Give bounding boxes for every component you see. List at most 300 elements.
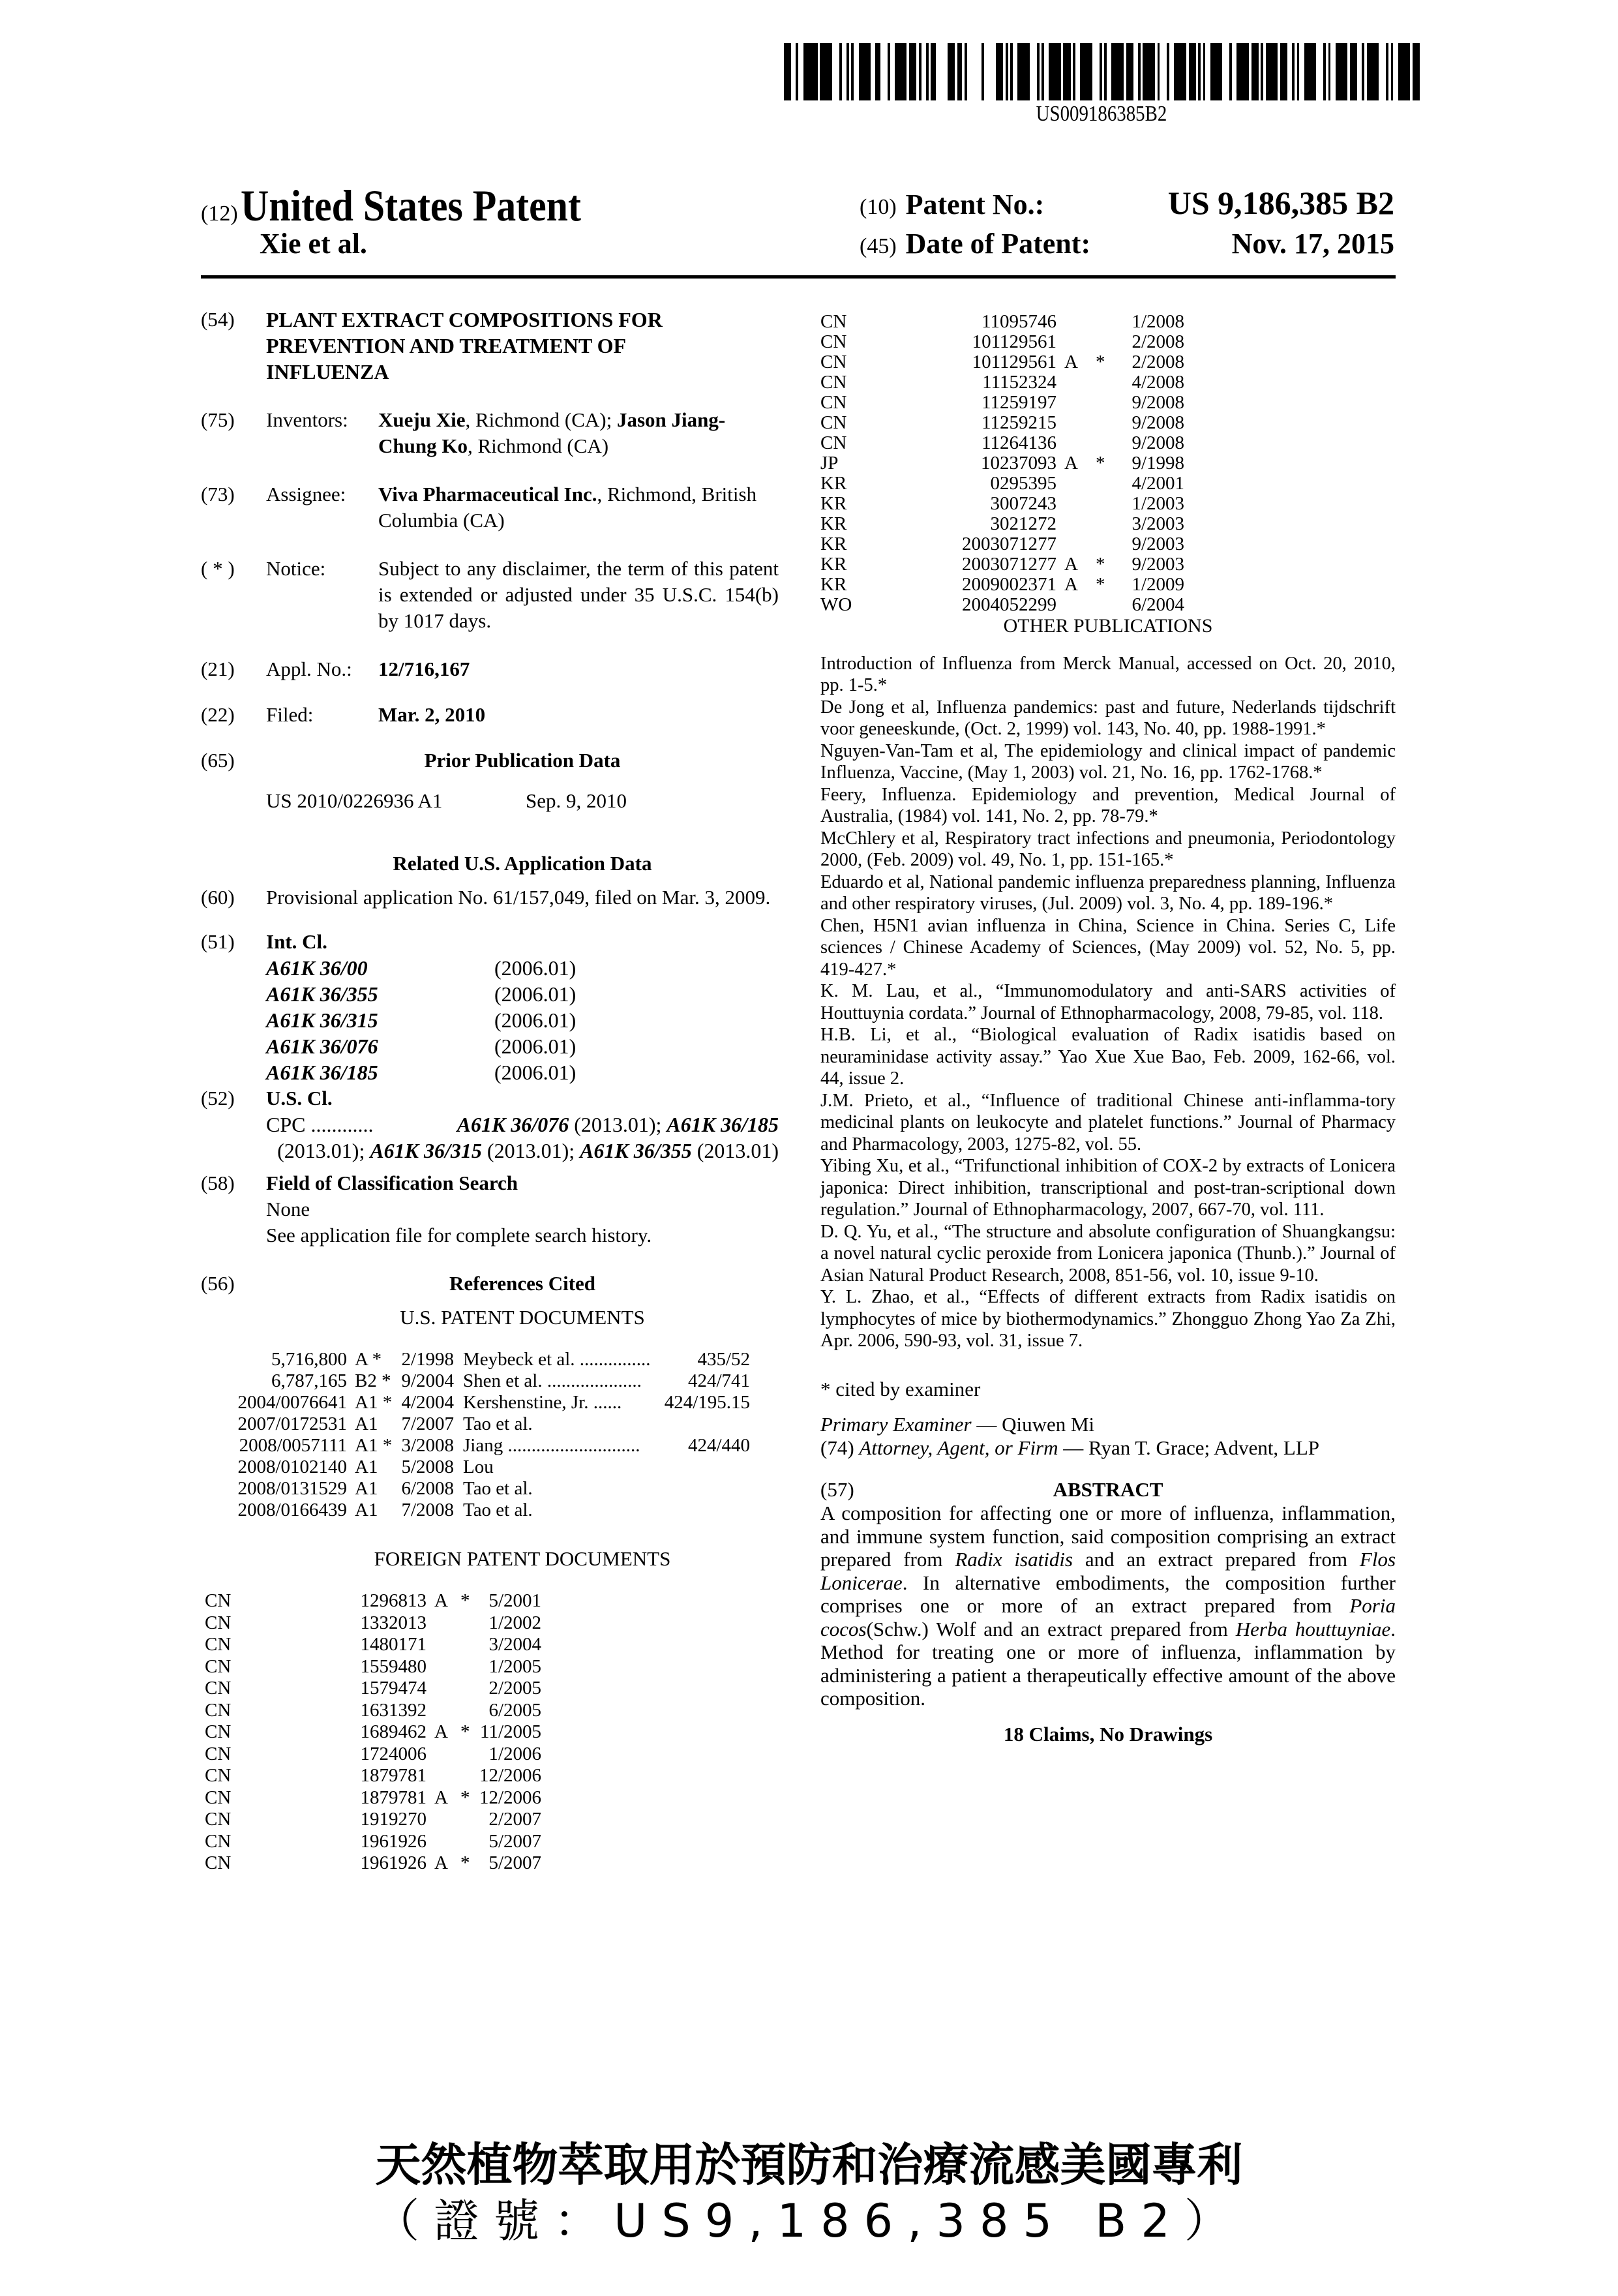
foreign-patent-kind	[1064, 534, 1096, 554]
abstract-part-2: and an extract prepared from	[1073, 1548, 1360, 1571]
foreign-patent-number: 10237093	[981, 453, 1056, 474]
abstract-species-2: Flos Lonicerae	[820, 1548, 1396, 1594]
attorney-code: (74)	[820, 1436, 860, 1459]
foreign-patent-row	[820, 453, 1184, 474]
foreign-patent-row	[820, 413, 1184, 433]
us-patent-number: 5,716,800	[271, 1349, 347, 1370]
us-patent-date: 5/2008	[401, 1457, 454, 1477]
foreign-patent-cited-marker	[460, 1678, 476, 1700]
barcode-space	[1232, 43, 1236, 100]
foreign-patent-date: 4/2001	[1131, 473, 1184, 494]
barcode-bar	[875, 43, 880, 100]
foreign-patent-number: 1919270	[360, 1809, 427, 1830]
patent-date-code: (45)	[860, 234, 897, 258]
foreign-patent-kind	[1064, 474, 1096, 494]
foreign-patent-row	[205, 1612, 541, 1635]
barcode-bar	[1111, 43, 1123, 100]
foreign-patent-cited-marker	[460, 1809, 476, 1831]
barcode-space	[1044, 43, 1049, 100]
us-patent-inventor: Tao et al.	[463, 1500, 533, 1520]
barcode-space	[1075, 43, 1080, 100]
us-patent-class: 424/440	[687, 1435, 750, 1456]
assignee-name: Viva Pharmaceutical Inc.	[378, 483, 597, 506]
barcode-space	[967, 43, 981, 100]
barcode-space	[1030, 43, 1037, 100]
barcode-space	[1316, 43, 1323, 100]
barcode-number: US009186385B2	[1036, 102, 1167, 126]
us-patent-class: 424/741	[687, 1370, 750, 1391]
foreign-patent-cited-marker: *	[1096, 554, 1105, 575]
field-search-note: See application file for complete search history.	[266, 1224, 652, 1246]
foreign-patent-cited-marker	[1096, 413, 1114, 433]
doc-type-header	[201, 180, 627, 232]
int-cl-version: (2006.01)	[494, 1035, 577, 1058]
int-cl-heading: Int. Cl.	[266, 930, 327, 953]
cpc-class-1: A61K 36/076	[457, 1113, 569, 1136]
patent-number-row	[860, 184, 1394, 222]
foreign-patent-number: 11259197	[981, 392, 1056, 413]
us-cl-code: (52)	[201, 1087, 235, 1110]
foreign-patent-country: CN	[820, 372, 847, 393]
int-cl-class: A61K 36/185	[266, 1061, 378, 1084]
foreign-patent-date: 11/2005	[480, 1721, 541, 1742]
right-column	[820, 312, 1396, 1745]
cpc-class-4: A61K 36/355	[580, 1139, 692, 1162]
foreign-patent-row	[820, 514, 1184, 534]
other-publication: De Jong et al, Influenza pandemics: past and future, Nederlands tijdschrift voor geneeskunde, (Oct. 2, 1999) vol. 143, No. 40, pp. 1988-1991.*	[820, 697, 1396, 739]
foreign-patent-number: 1631392	[360, 1699, 427, 1721]
foreign-patent-cited-marker	[460, 1744, 476, 1766]
foreign-patent-kind	[434, 1831, 460, 1853]
us-patent-class	[652, 1478, 750, 1500]
abstract-part-5: . Method for treating one or more of influenza, inflammation by administering a patient a therapeutically effective amount of the above composition.	[820, 1617, 1396, 1710]
foreign-patent-kind: A	[434, 1721, 448, 1742]
abstract-species-3: Poria cocos	[820, 1594, 1396, 1640]
inventors-field	[201, 407, 779, 459]
cpc-version-1: (2013.01);	[569, 1113, 667, 1136]
foreign-patent-number: 101129561	[972, 352, 1056, 372]
foreign-patent-cited-marker	[460, 1831, 476, 1853]
foreign-patent-date: 6/2005	[488, 1699, 541, 1721]
filed-date: Mar. 2, 2010	[378, 703, 486, 726]
foreign-patent-cited-marker	[460, 1765, 476, 1787]
us-patent-inventor: Jiang ............................	[463, 1435, 640, 1456]
us-cl-field	[201, 1085, 779, 1164]
us-patent-kind: A1	[355, 1500, 378, 1520]
foreign-patent-row	[205, 1590, 541, 1612]
other-publication: Y. L. Zhao, et al., “Effects of different extracts from Radix isatidis on lymphocytes of mice by biothermodynamics.” Zhongguo Zhong Yao Za Zhi, Apr. 2006, 590-93, vol. 31, issue 7.	[820, 1287, 1396, 1351]
foreign-patent-date: 9/2008	[1131, 392, 1184, 413]
foreign-patent-kind	[434, 1656, 460, 1678]
us-patent-inventor: Tao et al.	[463, 1478, 533, 1499]
int-cl-class: A61K 36/315	[266, 1008, 378, 1032]
barcode-bar	[895, 43, 906, 100]
us-patent-date: 7/2007	[401, 1413, 454, 1434]
foreign-patent-row	[820, 312, 1184, 332]
barcode-space	[1160, 43, 1167, 100]
barcode-space	[890, 43, 895, 100]
foreign-patent-country: CN	[205, 1721, 232, 1742]
foreign-patent-kind	[1064, 433, 1096, 453]
foreign-patent-country: CN	[205, 1852, 232, 1873]
foreign-patent-country: KR	[820, 473, 847, 494]
barcode-space	[1107, 43, 1111, 100]
foreign-patent-cited-marker	[1096, 312, 1114, 332]
barcode-bar	[1413, 43, 1420, 100]
foreign-patent-kind	[434, 1678, 460, 1700]
foreign-patent-cited-marker	[460, 1612, 476, 1635]
us-patent-kind: A1 *	[355, 1435, 393, 1456]
foreign-patent-date: 5/2007	[488, 1830, 541, 1852]
barcode-bar	[1174, 43, 1186, 100]
barcode-bar	[1143, 43, 1154, 100]
barcode-space	[1013, 43, 1017, 100]
barcode-space	[791, 43, 796, 100]
foreign-patent-country: CN	[205, 1590, 232, 1611]
foreign-patent-date: 12/2006	[479, 1787, 541, 1808]
chinese-caption-number: （證號：US9,186,385 B2）	[374, 2194, 1244, 2248]
inventors-code: (75)	[201, 408, 235, 431]
barcode-bar	[859, 43, 871, 100]
foreign-patent-country: CN	[820, 432, 847, 453]
foreign-patent-country: CN	[205, 1655, 232, 1677]
cpc-label	[266, 1111, 373, 1138]
filed-label: Filed:	[266, 703, 314, 726]
foreign-patent-number: 2003071277	[962, 534, 1056, 554]
filed-code: (22)	[201, 703, 235, 726]
foreign-patent-kind	[1064, 372, 1096, 393]
other-publication: J.M. Prieto, et al., “Influence of traditional Chinese anti-inflamma-tory medicinal plants on leukocyte and platelet functions.” Journal of Pharmacy and Pharmacology, 2003, 1275-82, vol. 55.	[820, 1090, 1396, 1155]
abstract-part-1: A composition for affecting one or more of influenza, inflammation, and immune system function, said composition comprising an extract prepared from	[820, 1502, 1396, 1571]
other-publication: McChlery et al, Respiratory tract infections and pneumonia, Periodontology 2000, (Feb. 2009) vol. 49, No. 1, pp. 151-165.*	[820, 828, 1396, 870]
foreign-patent-date: 1/2009	[1131, 574, 1184, 595]
foreign-patent-country: CN	[205, 1787, 232, 1808]
cpc-class-3: A61K 36/315	[370, 1139, 482, 1162]
barcode-bar	[1080, 43, 1092, 100]
foreign-patent-kind: A	[434, 1590, 448, 1611]
barcode-bar	[1266, 43, 1278, 100]
foreign-patent-row	[205, 1721, 541, 1744]
abstract-code: (57)	[820, 1478, 854, 1501]
barcode-space	[1169, 43, 1174, 100]
int-cl-version: (2006.01)	[494, 1061, 577, 1084]
us-patents-table	[226, 1349, 750, 1521]
cpc-label-text: CPC	[266, 1113, 306, 1136]
foreign-patent-country: JP	[820, 453, 839, 474]
foreign-patent-date: 2/2008	[1131, 331, 1184, 352]
related-code: (60)	[201, 886, 235, 909]
foreign-patent-kind	[1064, 494, 1096, 514]
foreign-patent-date: 9/1998	[1131, 453, 1184, 474]
prior-pub-field	[201, 748, 779, 774]
abstract-species-4: Herba houttuyniae	[1235, 1617, 1391, 1640]
foreign-patent-kind	[434, 1765, 460, 1787]
prior-pub-date: Sep. 9, 2010	[526, 789, 627, 812]
barcode-bar	[931, 43, 935, 100]
us-cl-heading: U.S. Cl.	[266, 1087, 333, 1110]
foreign-patent-country: WO	[820, 594, 852, 615]
foreign-patent-date: 9/2008	[1131, 432, 1184, 453]
foreign-patent-cited-marker: *	[460, 1721, 470, 1742]
foreign-patent-number: 1879781	[360, 1765, 427, 1786]
foreign-patent-cited-marker	[1096, 393, 1114, 413]
foreign-patent-kind	[434, 1634, 460, 1656]
foreign-patent-number: 1559480	[360, 1655, 427, 1677]
barcode-space	[871, 43, 875, 100]
barcode-space	[832, 43, 839, 100]
foreign-patent-date: 3/2003	[1131, 513, 1184, 534]
us-patent-inventor: Lou	[463, 1457, 494, 1477]
attorney-label: Attorney, Agent, or Firm	[859, 1436, 1058, 1459]
foreign-patent-number: 1724006	[360, 1743, 427, 1764]
foreign-patent-country: CN	[205, 1765, 232, 1786]
foreign-patent-kind	[434, 1612, 460, 1635]
us-patent-class	[652, 1500, 750, 1521]
us-patent-class: 435/52	[697, 1349, 750, 1370]
foreign-patent-country: KR	[820, 534, 847, 554]
other-publication: Yibing Xu, et al., “Trifunctional inhibition of COX-2 by extracts of Lonicera japonica: Direct inhibition, transcriptional and post-tran-scriptional down regulation.” Journal of Ethnopharmacology, 2007, 667-70, vol. 111.	[820, 1156, 1396, 1220]
barcode-space	[936, 43, 948, 100]
barcode-bar	[909, 43, 916, 100]
foreign-patent-kind	[434, 1809, 460, 1831]
foreign-patent-number: 2003071277	[962, 554, 1056, 575]
us-patent-row	[226, 1392, 750, 1413]
foreign-patent-cited-marker: *	[460, 1852, 470, 1873]
title-field	[201, 307, 779, 385]
barcode-space	[798, 43, 803, 100]
cited-note: * cited by examiner	[820, 1377, 981, 1400]
foreign-patent-number: 1296813	[360, 1590, 427, 1611]
int-cl-row	[266, 1007, 576, 1033]
patent-number-label: Patent No.:	[905, 189, 1045, 220]
foreign-patent-date: 3/2004	[488, 1634, 541, 1655]
barcode-space	[1205, 43, 1210, 100]
barcode-space	[1133, 43, 1138, 100]
barcode-bar	[1126, 43, 1133, 100]
foreign-patent-row	[205, 1744, 541, 1766]
int-cl-row	[266, 981, 576, 1007]
barcode-bar	[820, 43, 831, 100]
related-field	[201, 884, 779, 911]
us-patent-kind: A1 *	[355, 1392, 393, 1413]
foreign-patent-row	[205, 1656, 541, 1678]
assignee-label: Assignee:	[266, 483, 346, 506]
us-patent-date: 6/2008	[401, 1478, 454, 1499]
us-patent-row	[226, 1478, 750, 1500]
foreign-patent-date: 4/2008	[1131, 372, 1184, 393]
foreign-patent-date: 2/2008	[1131, 352, 1184, 372]
foreign-patent-number: 2004052299	[962, 594, 1056, 615]
abstract-species-1: Radix isatidis	[955, 1548, 1073, 1571]
us-patent-date: 4/2004	[401, 1392, 454, 1413]
us-patent-date: 3/2008	[401, 1435, 454, 1456]
foreign-patent-date: 9/2003	[1131, 534, 1184, 554]
left-column	[201, 307, 779, 1875]
cpc-class-2: A61K 36/185	[667, 1113, 779, 1136]
assignee-location: , Richmond, British Columbia (CA)	[378, 483, 757, 532]
other-publication: Eduardo et al, National pandemic influenza preparedness planning, Influenza and other respiratory viruses, (Jul. 2009) vol. 3, No. 4, pp. 189-196.*	[820, 871, 1396, 914]
us-patent-kind: A1	[355, 1478, 378, 1499]
foreign-patents-table-right	[820, 312, 1184, 615]
appl-number: 12/716,167	[378, 657, 470, 680]
foreign-patent-row	[820, 332, 1184, 352]
prior-pub-number: US 2010/0226936 A1	[266, 789, 443, 812]
prior-pub-heading: Prior Publication Data	[424, 749, 621, 772]
barcode-bar	[1189, 43, 1196, 100]
foreign-patent-kind	[1064, 595, 1096, 615]
notice-code: ( * )	[201, 557, 235, 580]
foreign-patent-kind: A	[1064, 554, 1078, 575]
foreign-patent-date: 2/2007	[488, 1809, 541, 1830]
foreign-patent-row	[820, 595, 1184, 615]
cpc-dots: ............	[305, 1113, 374, 1136]
attorney-name: — Ryan T. Grace; Advent, LLP	[1058, 1436, 1320, 1459]
foreign-patent-row	[205, 1765, 541, 1787]
int-cl-version: (2006.01)	[494, 1008, 577, 1032]
barcode-bar	[1367, 43, 1379, 100]
barcode-space	[854, 43, 858, 100]
other-publication: Chen, H5N1 avian influenza in China, Science in China. Series C, Life sciences / Chinese Academy of Sciences, (May 2009) vol. 52, No. 5, pp. 419-427.*	[820, 915, 1396, 980]
field-search-none: None	[266, 1198, 310, 1220]
foreign-patent-country: CN	[205, 1743, 232, 1764]
doc-type-code: (12)	[201, 202, 238, 226]
assignee-value	[378, 481, 779, 534]
us-patent-number: 2008/0166439	[237, 1500, 347, 1520]
foreign-patent-row	[205, 1634, 541, 1656]
refs-heading: References Cited	[449, 1272, 596, 1295]
foreign-patent-number: 2009002371	[962, 574, 1056, 595]
foreign-patent-cited-marker: *	[460, 1590, 470, 1611]
inventor-2: Jason Jiang-Chung Ko	[378, 408, 726, 457]
foreign-patent-date: 12/2006	[479, 1765, 541, 1786]
foreign-patents-table-left	[205, 1590, 541, 1875]
foreign-patent-number: 1480171	[360, 1634, 427, 1655]
inventors-label: Inventors:	[266, 408, 348, 431]
prior-pub-code: (65)	[201, 749, 235, 772]
foreign-patent-cited-marker: *	[1096, 352, 1105, 372]
patent-date: Nov. 17, 2015	[1231, 228, 1394, 260]
int-cl-row	[266, 955, 576, 981]
foreign-patent-row	[205, 1678, 541, 1700]
us-patent-number: 2008/0057111	[239, 1435, 347, 1456]
barcode-space	[921, 43, 926, 100]
notice-text: Subject to any disclaimer, the term of this patent is extended or adjusted under 35 U.S.C. 154(b) by 1017 days.	[378, 557, 779, 632]
barcode-space	[984, 43, 996, 100]
foreign-patent-country: CN	[820, 352, 847, 372]
int-cl-table	[266, 955, 576, 1085]
us-patent-number: 2008/0102140	[237, 1457, 347, 1477]
foreign-patent-number: 11259215	[981, 412, 1056, 433]
field-search-field	[201, 1170, 779, 1248]
int-cl-class: A61K 36/00	[266, 956, 368, 980]
foreign-patent-row	[820, 575, 1184, 595]
us-patent-class	[652, 1413, 750, 1435]
other-publication: Introduction of Influenza from Merck Manual, accessed on Oct. 20, 2010, pp. 1-5.*	[820, 653, 1396, 695]
foreign-patent-date: 1/2003	[1131, 493, 1184, 514]
foreign-patent-kind: A	[1064, 574, 1078, 595]
foreign-patent-cited-marker	[1096, 372, 1114, 393]
us-patent-kind: A *	[355, 1349, 382, 1370]
foreign-patent-country: CN	[205, 1678, 232, 1699]
prior-pub-row	[266, 788, 779, 814]
foreign-patent-country: KR	[820, 513, 847, 534]
us-patent-row	[226, 1349, 750, 1370]
us-patent-inventor: Tao et al.	[463, 1413, 533, 1434]
foreign-patent-kind: A	[1064, 453, 1078, 474]
foreign-patent-country: CN	[820, 392, 847, 413]
foreign-patent-date: 1/2002	[488, 1612, 541, 1633]
barcode-bar	[803, 43, 818, 100]
foreign-patent-kind	[434, 1744, 460, 1766]
foreign-patent-row	[205, 1852, 541, 1875]
foreign-patent-row	[820, 433, 1184, 453]
foreign-patent-row	[205, 1700, 541, 1722]
us-patent-inventor: Shen et al. ....................	[463, 1370, 642, 1391]
related-text: Provisional application No. 61/157,049, filed on Mar. 3, 2009.	[266, 886, 771, 909]
foreign-patent-kind: A	[434, 1787, 448, 1808]
other-publication: Feery, Influenza. Epidemiology and prevention, Medical Journal of Australia, (1984) vol. 141, No. 2, pp. 78-79.*	[820, 784, 1396, 826]
foreign-patent-row	[820, 352, 1184, 372]
cpc-version-2: (2013.01);	[277, 1139, 370, 1162]
int-cl-class: A61K 36/355	[266, 982, 378, 1006]
foreign-patent-number: 1961926	[360, 1830, 427, 1852]
barcode-space	[1393, 43, 1398, 100]
examiner-line	[820, 1413, 1396, 1436]
foreign-patent-kind	[1064, 393, 1096, 413]
foreign-patent-number: 0295395	[990, 473, 1056, 494]
barcode-bar	[1336, 43, 1347, 100]
foreign-patent-country: CN	[205, 1809, 232, 1830]
barcode-bar	[1350, 43, 1357, 100]
foreign-patent-date: 1/2008	[1131, 311, 1184, 332]
foreign-patent-cited-marker	[1096, 514, 1114, 534]
foreign-patent-date: 1/2005	[488, 1655, 541, 1677]
field-search-heading: Field of Classification Search	[266, 1171, 518, 1194]
us-patent-number: 2007/0172531	[237, 1413, 347, 1434]
us-patent-row	[226, 1435, 750, 1457]
int-cl-field	[201, 929, 779, 1085]
int-cl-row	[266, 1059, 576, 1085]
barcode-bar	[1251, 43, 1259, 100]
examiner-name: — Qiuwen Mi	[971, 1413, 1095, 1436]
foreign-patents-heading: FOREIGN PATENT DOCUMENTS	[374, 1547, 671, 1570]
other-publication: Nguyen-Van-Tam et al, The epidemiology and clinical impact of pandemic Influenza, Vaccine, (May 1, 2003) vol. 21, No. 16, pp. 1762-1768.*	[820, 740, 1396, 783]
other-publication: H.B. Li, et al., “Biological evaluation of Radix isatidis based on neuraminidase activity assay.” Yao Xue Xue Bao, Feb. 2009, 162-66, vol. 44, issue 2.	[820, 1025, 1396, 1089]
barcode-bar	[1304, 43, 1316, 100]
foreign-patent-country: CN	[205, 1634, 232, 1655]
inventors-value	[378, 407, 779, 459]
us-patent-kind: A1	[355, 1413, 378, 1434]
foreign-patent-number: 1579474	[360, 1678, 427, 1699]
inventor-1: Xueju Xie	[378, 408, 466, 431]
foreign-patent-kind	[434, 1700, 460, 1722]
barcode-bar	[948, 43, 955, 100]
refs-field	[201, 1271, 779, 1297]
patent-title: PLANT EXTRACT COMPOSITIONS FOR PREVENTION AND TREATMENT OF INFLUENZA	[266, 308, 663, 384]
notice-field	[201, 556, 779, 634]
assignee-code: (73)	[201, 483, 235, 506]
barcode-space	[1287, 43, 1292, 100]
int-cl-version: (2006.01)	[494, 982, 577, 1006]
int-cl-code: (51)	[201, 930, 235, 953]
foreign-patent-row	[205, 1809, 541, 1831]
foreign-patent-row	[820, 494, 1184, 514]
foreign-patent-row	[820, 534, 1184, 554]
foreign-patent-row	[205, 1787, 541, 1809]
title-code: (54)	[201, 308, 235, 331]
foreign-patent-kind: A	[1064, 352, 1078, 372]
barcode-bar	[784, 43, 791, 100]
